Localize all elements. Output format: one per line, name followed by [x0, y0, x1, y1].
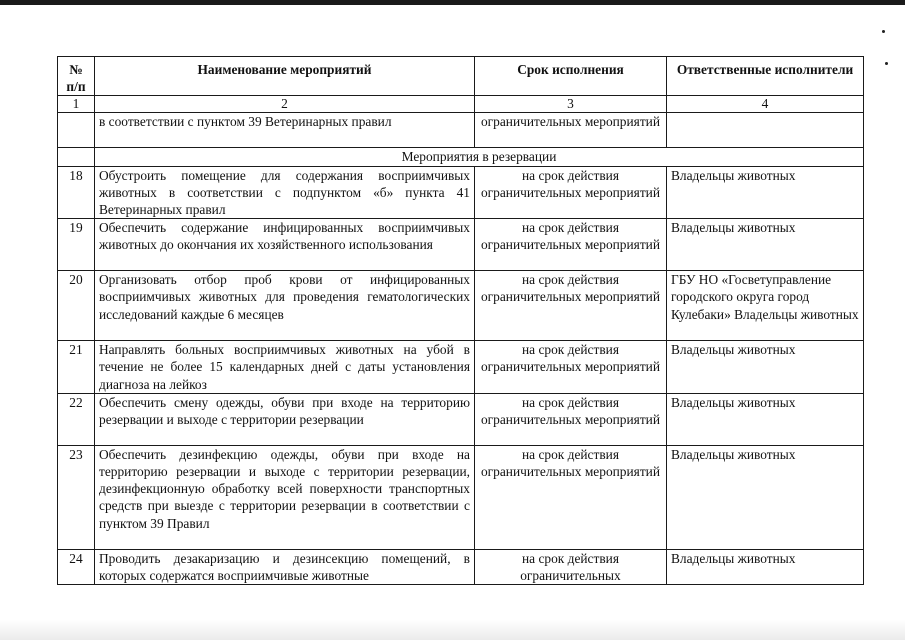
row-number: 24: [58, 549, 95, 584]
row-activity-name: Обустроить помещение для содержания восприимчивых животных в соответствии с подпунктом «б» пункта 41 Ветеринарных правил: [95, 166, 475, 219]
scan-speck: [882, 30, 885, 33]
table-row: [58, 549, 864, 584]
row-term: на срок действия ограничительных мероприятий: [475, 271, 667, 341]
row-activity-name: Направлять больных восприимчивых животных на убой в течение не более 15 календарных дней с даты установления диагноза на лейкоз: [95, 341, 475, 394]
row-number: 19: [58, 219, 95, 271]
row-term: на срок действия ограничительных: [475, 549, 667, 584]
activities-table: [57, 56, 864, 585]
row-term: на срок действия ограничительных мероприятий: [475, 445, 667, 549]
column-number: 4: [667, 96, 864, 113]
header-term: Срок исполнения: [475, 57, 667, 96]
row-activity-name: Проводить дезакаризацию и дезинсекцию помещений, в которых содержатся восприимчивые животные: [95, 549, 475, 584]
row-executor: Владельцы животных: [667, 219, 864, 271]
header-activity-name: Наименование мероприятий: [95, 57, 475, 96]
row-executor: Владельцы животных: [667, 549, 864, 584]
column-number: 2: [95, 96, 475, 113]
section-row: [58, 148, 864, 166]
table-row: [58, 271, 864, 341]
scan-top-border: [0, 0, 905, 5]
row-executor: ГБУ НО «Госветуправление городского округа город Кулебаки» Владельцы животных: [667, 271, 864, 341]
column-numbering-row: [58, 96, 864, 113]
row-executor: Владельцы животных: [667, 166, 864, 219]
table-header-row: [58, 57, 864, 96]
row-number: [58, 113, 95, 148]
row-term: на срок действия ограничительных мероприятий: [475, 166, 667, 219]
row-number: 18: [58, 166, 95, 219]
row-number: 22: [58, 393, 95, 445]
row-term: ограничительных мероприятий: [475, 113, 667, 148]
scan-bottom-edge: [0, 620, 905, 640]
row-term: на срок действия ограничительных мероприятий: [475, 219, 667, 271]
column-number: 1: [58, 96, 95, 113]
row-executor: Владельцы животных: [667, 341, 864, 394]
section-title: Мероприятия в резервации: [95, 148, 864, 166]
table-row: [58, 341, 864, 394]
row-number: 21: [58, 341, 95, 394]
row-activity-name: Организовать отбор проб крови от инфицированных восприимчивых животных для проведения гематологических исследований каждые 6 месяцев: [95, 271, 475, 341]
header-number: № п/п: [58, 57, 95, 96]
table-row-continued: [58, 113, 864, 148]
section-number-cell: [58, 148, 95, 166]
row-term: на срок действия ограничительных мероприятий: [475, 341, 667, 394]
row-number: 20: [58, 271, 95, 341]
table-row: [58, 219, 864, 271]
table-row: [58, 445, 864, 549]
row-executor: Владельцы животных: [667, 393, 864, 445]
row-activity-name: Обеспечить дезинфекцию одежды, обуви при входе на территорию резервации и выходе с территории резервации, дезинфекционную обработку всей поверхности транспортных средств при выезде с территории резервации в соответствии с пунктом 39 Правил: [95, 445, 475, 549]
row-activity-name: Обеспечить смену одежды, обуви при входе на территорию резервации и выходе с территории резервации: [95, 393, 475, 445]
row-term: на срок действия ограничительных мероприятий: [475, 393, 667, 445]
row-executor: [667, 113, 864, 148]
table-row: [58, 166, 864, 219]
row-number: 23: [58, 445, 95, 549]
table-row: [58, 393, 864, 445]
row-activity-name: Обеспечить содержание инфицированных восприимчивых животных до окончания их хозяйственного использования: [95, 219, 475, 271]
row-executor: Владельцы животных: [667, 445, 864, 549]
row-activity-name: в соответствии с пунктом 39 Ветеринарных правил: [95, 113, 475, 148]
column-number: 3: [475, 96, 667, 113]
scan-speck: [885, 62, 888, 65]
header-executors: Ответственные исполнители: [667, 57, 864, 96]
